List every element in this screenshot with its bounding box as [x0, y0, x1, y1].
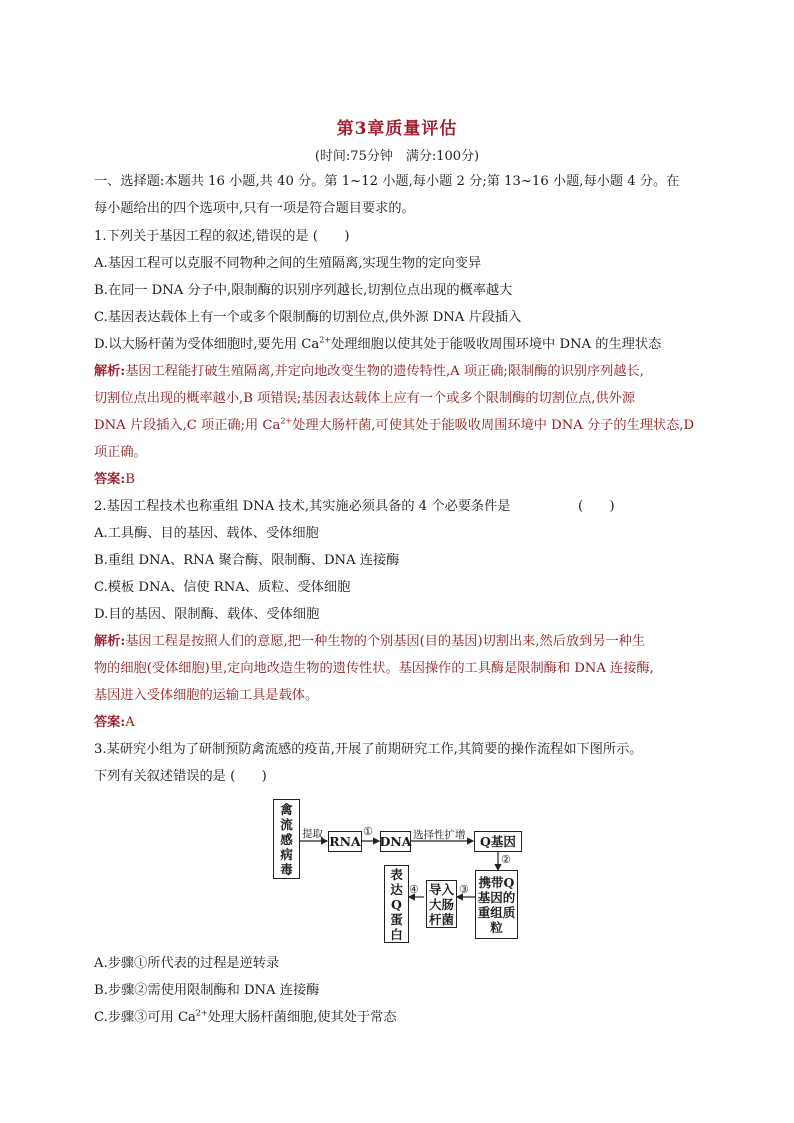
- option-c: C.模板 DNA、信使 RNA、质粒、受体细胞: [94, 580, 351, 595]
- explanation: 物的细胞(受体细胞)里,定向地改造生物的遗传性状。基因操作的工具酶是限制酶和 DNA 连接酶,: [94, 661, 654, 676]
- section-instruction: 一、选择题:本题共 16 小题,共 40 分。第 1~12 小题,每小题 2 分;第 13~16 小题,每小题 4 分。在: [94, 174, 680, 189]
- question-1-stem: 1.下列关于基因工程的叙述,错误的是 ( ): [94, 229, 350, 244]
- explanation: 基因进入受体细胞的运输工具是载体。: [94, 688, 319, 703]
- protein-box: 表达Q蛋白: [384, 865, 409, 943]
- option-d: D.以大肠杆菌为受体细胞时,要先用 $Ca^{2+}$处理细胞以使其处于能吸收周围环境中 DNA 的生理状态: [94, 335, 662, 352]
- explanation: 切割位点出现的概率越小,B 项错误;基因表达载体上应有一个或多个限制酶的切割位点,供外源: [94, 391, 636, 406]
- ecoli-box: 导入大肠杆菌: [426, 880, 457, 928]
- rna-box: RNA: [328, 831, 362, 852]
- section-instruction: 每小题给出的四个选项中,只有一项是符合题目要求的。: [94, 201, 415, 216]
- option-a: A.基因工程可以克服不同物种之间的生殖隔离,实现生物的定向变异: [94, 256, 482, 271]
- option-b: B.在同一 DNA 分子中,限制酶的识别序列越长,切割位点出现的概率越大: [94, 283, 513, 298]
- option-c: C.步骤③可用 $Ca^{2+}$处理大肠杆菌细胞,使其处于常态: [94, 1008, 397, 1025]
- question-3-stem: 下列有关叙述错误的是 ( ): [94, 769, 267, 784]
- option-a: A.工具酶、目的基因、载体、受体细胞: [94, 526, 319, 541]
- step-2-label: ②: [501, 853, 511, 866]
- page-title: 第3章质量评估: [336, 119, 458, 139]
- recombinant-plasmid-box: 携带Q基因的重组质粒: [475, 870, 518, 939]
- flow-diagram: [270, 797, 530, 947]
- question-3-stem: 3.某研究小组为了研制预防禽流感的疫苗,开展了前期研究工作,其简要的操作流程如下图所示。: [94, 742, 643, 757]
- step-1-label: ①: [363, 825, 373, 838]
- explanation: 解析:基因工程是按照人们的意愿,把一种生物的个别基因(目的基因)切割出来,然后放到另一种生: [94, 634, 646, 649]
- answer: 答案:B: [94, 472, 135, 487]
- extract-label: 提取: [302, 828, 323, 840]
- option-b: B.步骤②需使用限制酶和 DNA 连接酶: [94, 983, 320, 998]
- answer: 答案:A: [94, 715, 135, 730]
- option-c: C.基因表达载体上有一个或多个限制酶的切割位点,供外源 DNA 片段插入: [94, 310, 522, 325]
- option-d: D.目的基因、限制酶、载体、受体细胞: [94, 607, 320, 622]
- option-a: A.步骤①所代表的过程是逆转录: [94, 956, 280, 971]
- explanation: DNA 片段插入,C 项正确;用 $Ca^{2+}$处理大肠杆菌,可使其处于能吸收周围环境中 DNA 分子的生理状态,D: [94, 416, 695, 433]
- step-4-label: ④: [409, 883, 419, 896]
- question-2-stem: 2.基因工程技术也称重组 DNA 技术,其实施必须具备的 4 个必要条件是 ( ): [94, 499, 615, 514]
- dna-box: DNA: [380, 831, 411, 852]
- amplify-label: 选择性扩增: [413, 829, 466, 841]
- virus-box: 禽流感病毒: [273, 799, 300, 879]
- q-gene-box: Q基因: [474, 831, 522, 852]
- explanation: 项正确。: [94, 445, 147, 460]
- option-b: B.重组 DNA、RNA 聚合酶、限制酶、DNA 连接酶: [94, 553, 400, 568]
- explanation: 解析:基因工程能打破生殖隔离,并定向地改变生物的遗传特性,A 项正确;限制酶的识别序列越长,: [94, 364, 644, 379]
- exam-info: (时间:75分钟 满分:100分): [314, 149, 480, 164]
- step-3-label: ③: [459, 883, 469, 896]
